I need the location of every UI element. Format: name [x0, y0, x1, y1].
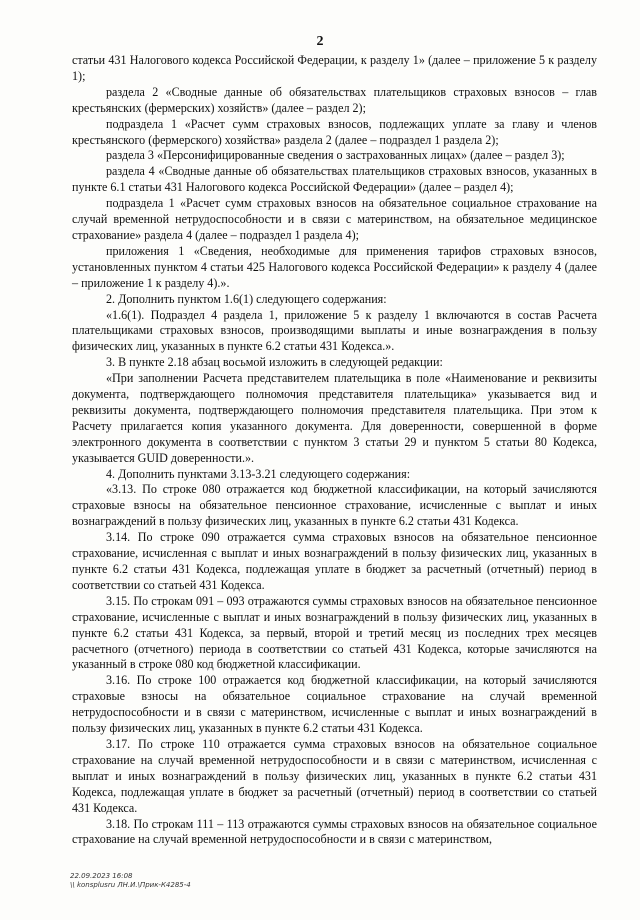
paragraph: 4. Дополнить пунктами 3.13-3.21 следующего содержания: — [106, 466, 411, 481]
paragraph: раздела 2 «Сводные данные об обязательствах плательщиков страховых взносов – глав крестьянских (фермерских) хозяйств» (далее – раздел 2); — [72, 84, 597, 115]
paragraph: раздела 4 «Сводные данные об обязательствах плательщиков страховых взносов, указанных в пункте 6.1 статьи 431 Налогового кодекса Российской Федерации» (далее – раздел 4); — [72, 164, 597, 195]
paragraph: «3.13. По строке 080 отражается код бюджетной классификации, на который зачисляются страховые взносы на обязательное пенсионное страхование, исчисленные с выплат и иных вознаграждений в пользу физических лиц, указанных в пункте 6.2 статьи 431 Кодекса. — [72, 482, 597, 529]
paragraph: приложения 1 «Сведения, необходимые для применения тарифов страховых взносов, установленных пунктом 4 статьи 425 Налогового кодекса Российской Федерации» к разделу 4 (далее – приложение 1 к разделу 4).». — [72, 243, 597, 290]
paragraph: «1.6(1). Подраздел 4 раздела 1, приложение 5 к разделу 1 включаются в состав Расчета плательщиками страховых взносов, производящими выплаты и иные вознаграждения в пользу физических лиц, указанных в пункте 6.2 статьи 431 Кодекса.». — [72, 307, 597, 354]
paragraph: 3.17. По строке 110 отражается сумма страховых взносов на обязательное социальное страхование на случай временной нетрудоспособности и в связи с материнством, исчисленная с выплат и иных вознаграждений в пользу физических лиц, указанных в пункте 6.2 статьи 431 Кодекса, подлежащая уплате в бюджет за расчетный (отчетный) период в соответствии со статьей 431 Кодекса. — [72, 736, 597, 815]
paragraph: 3.15. По строкам 091 – 093 отражаются суммы страховых взносов на обязательное пенсионное страхование, исчисленные с выплат и иных вознаграждений в пользу физических лиц, указанных в пункте 6.2 статьи 431 Кодекса, за первый, второй и третий месяц из последних трех месяцев расчетного (отчетного) периода в соответствии со статьей 431 Кодекса, которые зачисляются на указанный в строке 080 код бюджетной классификации. — [72, 593, 597, 672]
paragraph: 3.18. По строкам 111 – 113 отражаются суммы страховых взносов на обязательное социальное страхование на случай временной нетрудоспособности и в связи с материнством, — [72, 816, 597, 847]
page-number: 2 — [316, 34, 324, 49]
document-body — [72, 53, 597, 848]
paragraph: статьи 431 Налогового кодекса Российской Федерации, к разделу 1» (далее – приложение 5 к разделу 1); — [72, 53, 597, 83]
paragraph: «При заполнении Расчета представителем плательщика в поле «Наименование и реквизиты документа, подтверждающего полномочия представителя плательщика» указывается вид и реквизиты документа, подтверждающего полномочия представителя плательщика. При этом к Расчету прилагается копия указанного документа. Для доверенности, совершенной в форме электронного документа в соответствии с пунктом 3 статьи 29 и пунктом 5 статьи 80 Кодекса, указывается GUID доверенности.». — [72, 371, 597, 465]
footer-date: 22.09.2023 16:08 — [70, 872, 133, 880]
paragraph: раздела 3 «Персонифицированные сведения о застрахованных лицах» (далее – раздел 3); — [106, 148, 565, 163]
paragraph: 2. Дополнить пунктом 1.6(1) следующего содержания: — [106, 291, 387, 306]
document-footer — [70, 872, 191, 890]
paragraph: подраздела 1 «Расчет сумм страховых взносов на обязательное социальное страхование на случай временной нетрудоспособности и в связи с материнством, на обязательное медицинское страхование» раздела 4 (далее – подраздел 1 раздела 4); — [72, 196, 597, 242]
paragraph: 3.14. По строке 090 отражается сумма страховых взносов на обязательное пенсионное страхование, исчисленная с выплат и иных вознаграждений в пользу физических лиц, указанных в пункте 6.2 статьи 431 Кодекса, подлежащая уплате в бюджет за расчетный (отчетный) период в соответствии со статьей 431 Кодекса. — [72, 530, 597, 592]
paragraph: подраздела 1 «Расчет сумм страховых взносов, подлежащих уплате за главу и членов крестьянского (фермерского) хозяйства» раздела 2 (далее – подраздел 1 раздела 2); — [72, 116, 597, 147]
paragraph: 3. В пункте 2.18 абзац восьмой изложить в следующей редакции: — [106, 355, 443, 370]
footer-doc-ref: \\ konsplusru ЛН.И.\Прик-К4285-4 — [70, 881, 191, 889]
paragraph: 3.16. По строке 100 отражается код бюджетной классификации, на который зачисляются страховые взносы на обязательное социальное страхование на случай временной нетрудоспособности и в связи с материнством, исчисленные с выплат и иных вознаграждений в пользу физических лиц, указанных в пункте 6.2 статьи 431 Кодекса. — [72, 673, 597, 736]
